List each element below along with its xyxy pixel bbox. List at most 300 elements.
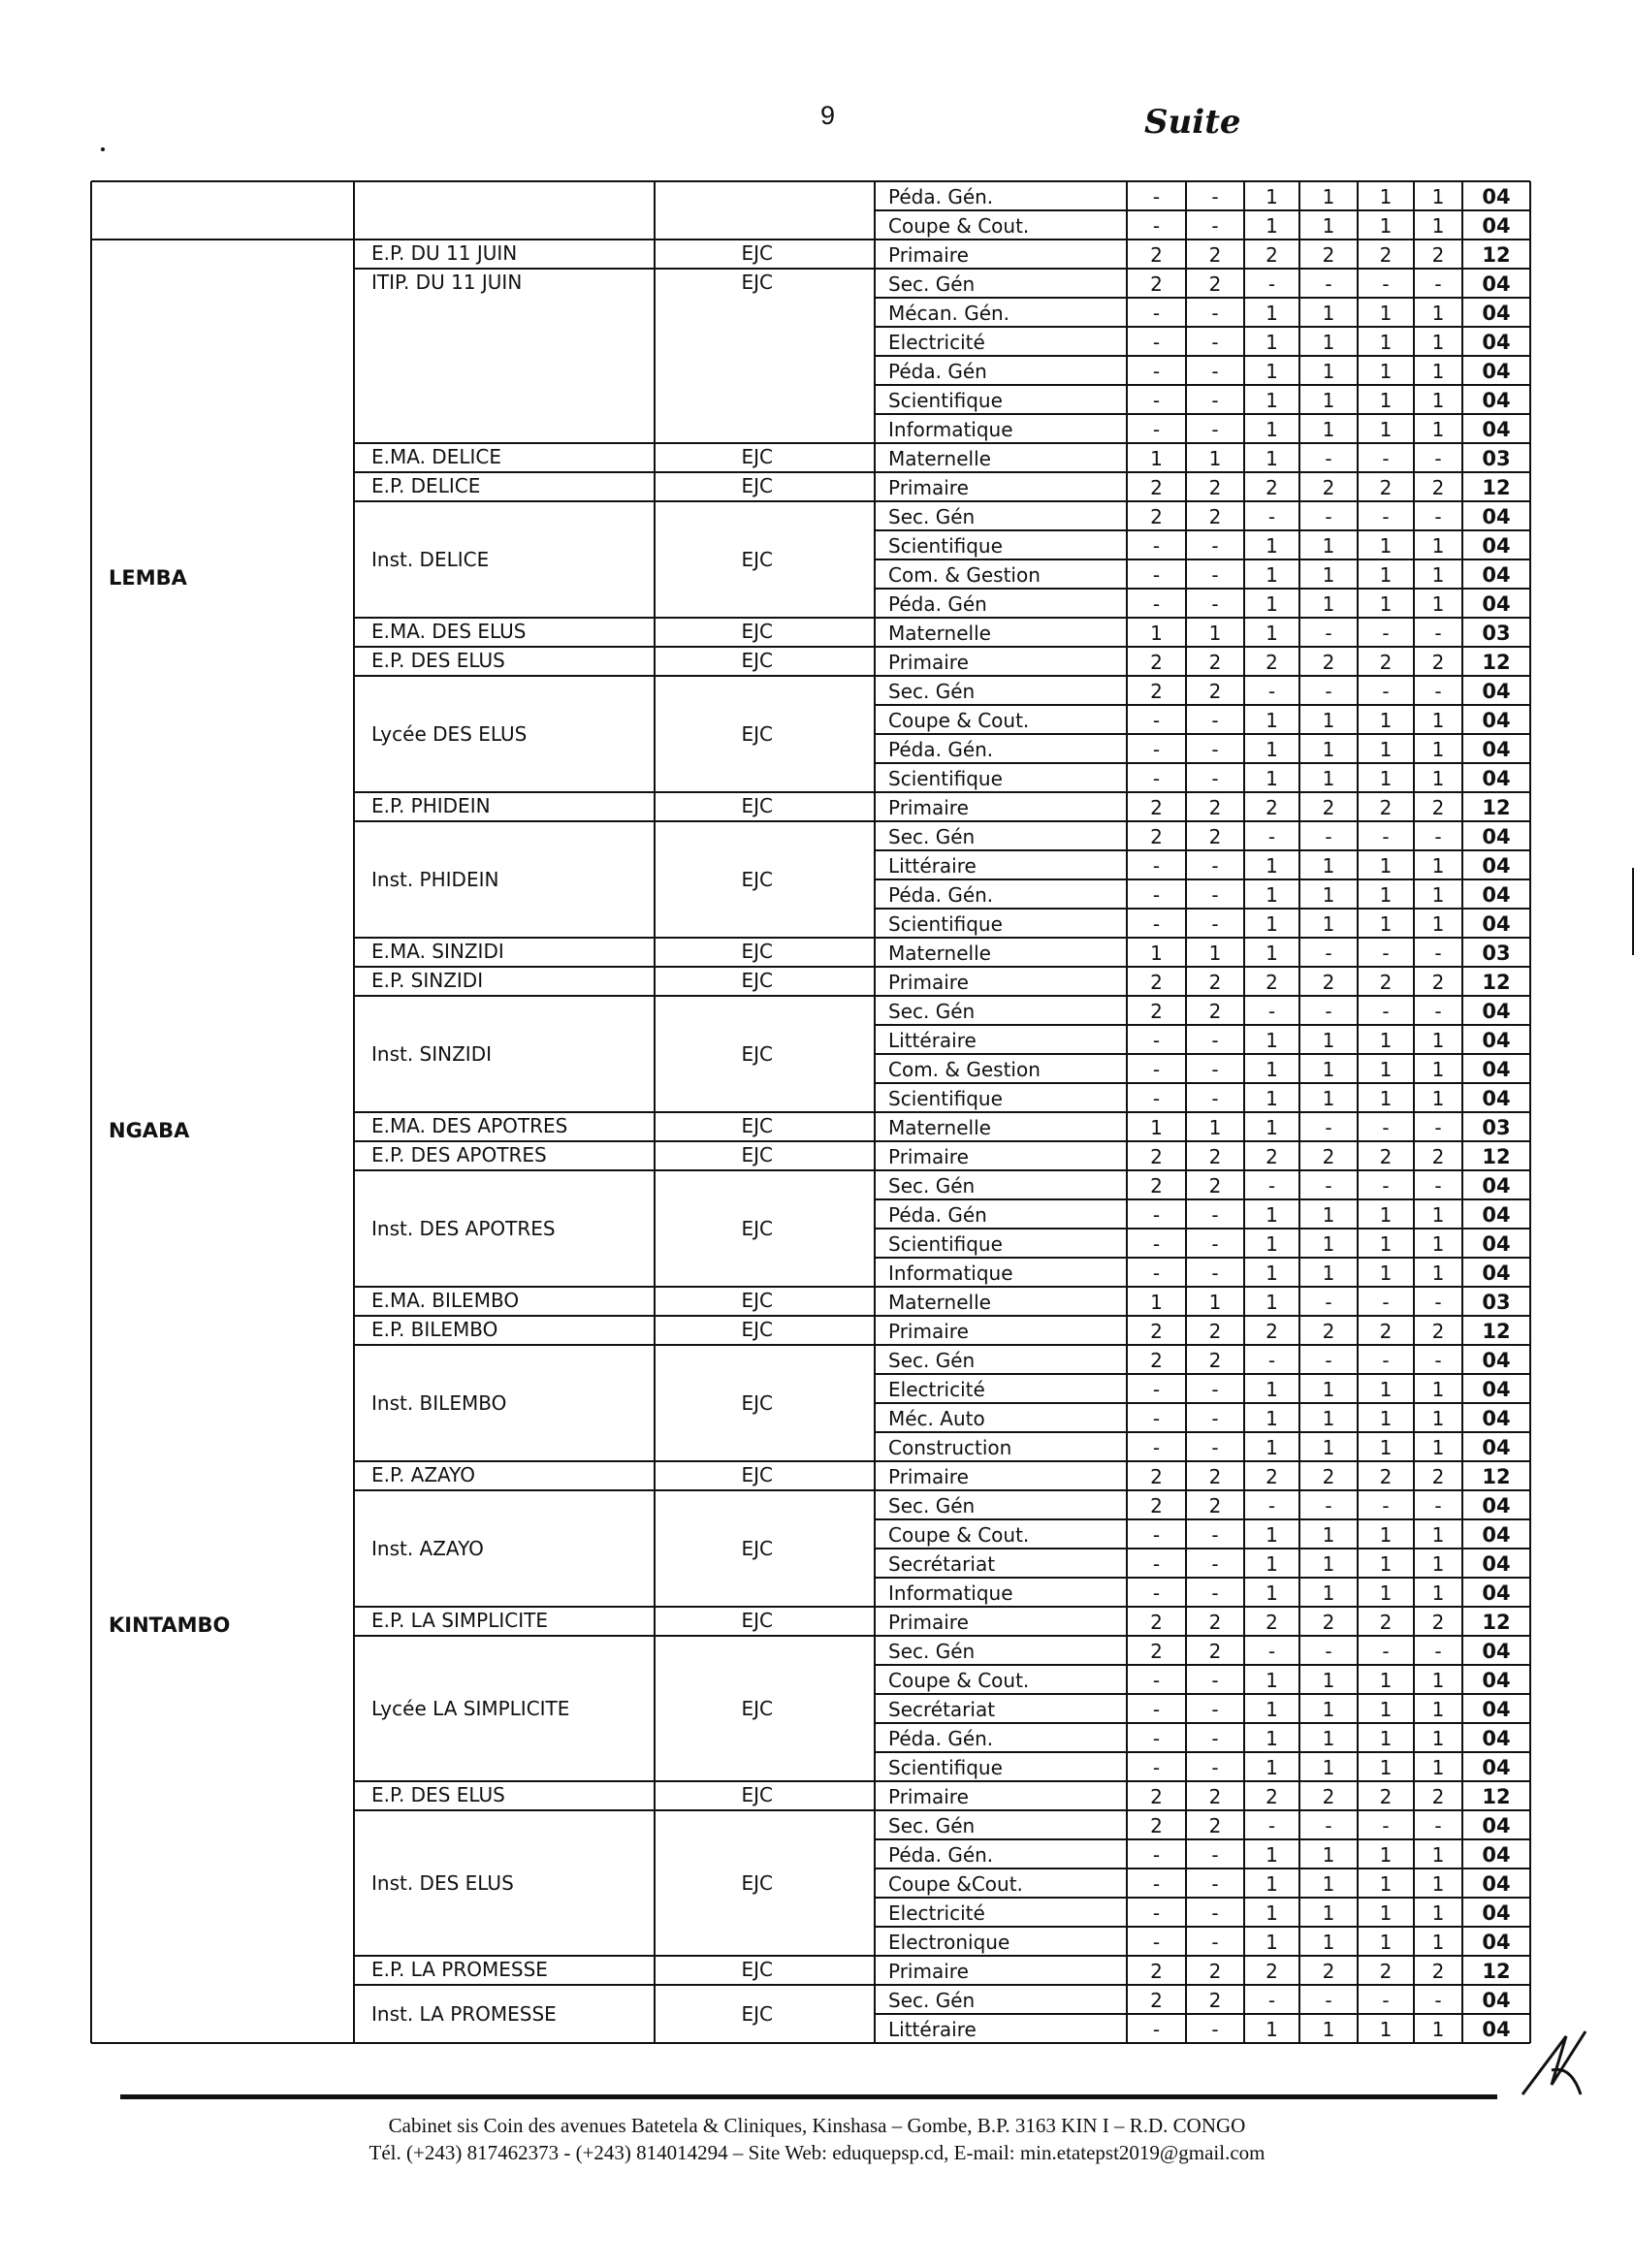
level-cell: 2 (1208, 1611, 1222, 1634)
level-cell: - (1152, 1203, 1161, 1227)
total-cell: 04 (1482, 214, 1511, 238)
level-cell: 1 (1379, 360, 1393, 383)
level-cell: 2 (1208, 505, 1222, 528)
level-cell: 1 (1431, 563, 1445, 587)
level-cell: - (1325, 447, 1332, 470)
level-cell: - (1152, 2018, 1161, 2041)
level-cell: - (1382, 505, 1390, 528)
level-cell: 2 (1150, 1174, 1163, 1198)
level-cell: - (1434, 1116, 1442, 1139)
level-cell: 1 (1379, 883, 1393, 907)
level-cell: - (1267, 825, 1276, 848)
subject-cell: Electricité (888, 1901, 985, 1925)
footer-rule (120, 2094, 1497, 2099)
school-owner: EJC (741, 1042, 773, 1066)
level-cell: 1 (1431, 1523, 1445, 1547)
level-cell: 1 (1322, 185, 1335, 208)
level-cell: 1 (1322, 2018, 1335, 2041)
level-cell: 2 (1208, 1174, 1222, 1198)
level-cell: 2 (1379, 1320, 1393, 1343)
level-cell: 1 (1379, 534, 1393, 558)
level-cell: 1 (1379, 1378, 1393, 1401)
level-cell: 1 (1322, 883, 1335, 907)
total-cell: 12 (1482, 796, 1511, 819)
school-name: E.P. DES ELUS (371, 649, 505, 672)
level-cell: 1 (1266, 1232, 1278, 1256)
level-cell: 2 (1266, 651, 1278, 674)
level-cell: - (1211, 1669, 1219, 1692)
level-cell: - (1211, 1436, 1219, 1459)
level-cell: - (1267, 1000, 1276, 1023)
school-owner: EJC (741, 969, 773, 992)
level-cell: 1 (1379, 418, 1393, 441)
level-cell: 1 (1266, 1407, 1278, 1430)
level-cell: - (1211, 1058, 1219, 1081)
level-cell: 2 (1150, 1785, 1163, 1808)
level-cell: 1 (1208, 942, 1222, 965)
level-cell: 2 (1322, 1145, 1335, 1168)
subject-cell: Sec. Gén (888, 272, 976, 296)
level-cell: - (1211, 302, 1219, 325)
level-cell: - (1382, 1814, 1390, 1837)
subject-cell: Littéraire (888, 2018, 977, 2041)
level-cell: - (1325, 942, 1332, 965)
level-cell: - (1267, 680, 1276, 703)
level-cell: 1 (1431, 302, 1445, 325)
level-cell: 1 (1379, 214, 1393, 238)
level-cell: - (1267, 1989, 1276, 2012)
subject-cell: Construction (888, 1436, 1012, 1459)
subject-cell: Maternelle (888, 622, 991, 645)
level-cell: - (1325, 1494, 1332, 1517)
level-cell: - (1211, 389, 1219, 412)
total-cell: 04 (1482, 1232, 1511, 1256)
level-cell: - (1211, 1378, 1219, 1401)
level-cell: 1 (1322, 1727, 1335, 1750)
total-cell: 04 (1482, 1814, 1511, 1837)
school-owner: EJC (741, 1391, 773, 1415)
level-cell: - (1211, 1232, 1219, 1256)
level-cell: 1 (1379, 912, 1393, 936)
level-cell: 1 (1266, 185, 1278, 208)
level-cell: - (1382, 680, 1390, 703)
subject-cell: Littéraire (888, 1029, 977, 1052)
level-cell: - (1211, 1843, 1219, 1867)
level-cell: 1 (1322, 1087, 1335, 1110)
level-cell: 1 (1379, 1931, 1393, 1954)
school-owner: EJC (741, 2002, 773, 2026)
level-cell: - (1152, 1581, 1161, 1605)
level-cell: 1 (1379, 1087, 1393, 1110)
level-cell: - (1152, 1669, 1161, 1692)
level-cell: 2 (1431, 1960, 1445, 1983)
school-owner: EJC (741, 940, 773, 963)
level-cell: 2 (1379, 971, 1393, 994)
level-cell: - (1211, 1029, 1219, 1052)
level-cell: 1 (1431, 1058, 1445, 1081)
level-cell: 1 (1266, 1872, 1278, 1896)
level-cell: 1 (1431, 360, 1445, 383)
level-cell: - (1325, 1640, 1332, 1663)
school-owner: EJC (741, 794, 773, 817)
level-cell: - (1434, 505, 1442, 528)
level-cell: - (1325, 1989, 1332, 2012)
level-cell: 1 (1266, 534, 1278, 558)
subject-cell: Informatique (888, 1581, 1013, 1605)
school-owner: EJC (741, 548, 773, 571)
level-cell: 2 (1266, 1611, 1278, 1634)
level-cell: 2 (1208, 680, 1222, 703)
total-cell: 04 (1482, 1407, 1511, 1430)
level-cell: 2 (1150, 243, 1163, 267)
level-cell: 2 (1208, 1785, 1222, 1808)
level-cell: 1 (1322, 1232, 1335, 1256)
subject-cell: Primaire (888, 1145, 969, 1168)
level-cell: 1 (1266, 302, 1278, 325)
school-name: E.MA. BILEMBO (371, 1289, 520, 1312)
level-cell: 1 (1208, 622, 1222, 645)
level-cell: - (1325, 1349, 1332, 1372)
school-name: ITIP. DU 11 JUIN (371, 271, 523, 294)
level-cell: 1 (1431, 1378, 1445, 1401)
level-cell: 2 (1150, 1349, 1163, 1372)
level-cell: 1 (1266, 1901, 1278, 1925)
level-cell: 2 (1150, 651, 1163, 674)
level-cell: 2 (1208, 1494, 1222, 1517)
subject-cell: Sec. Gén (888, 1814, 976, 1837)
level-cell: 1 (1208, 1291, 1222, 1314)
level-cell: - (1325, 505, 1332, 528)
level-cell: 2 (1322, 1611, 1335, 1634)
subject-cell: Sec. Gén (888, 1349, 976, 1372)
school-name: E.P. DELICE (371, 474, 481, 497)
level-cell: - (1325, 622, 1332, 645)
school-name: E.P. DU 11 JUIN (371, 241, 518, 265)
level-cell: 2 (1431, 243, 1445, 267)
level-cell: 1 (1431, 1552, 1445, 1576)
level-cell: 1 (1150, 1116, 1163, 1139)
level-cell: 1 (1266, 1291, 1278, 1314)
level-cell: 2 (1322, 1960, 1335, 1983)
school-name: E.P. LA PROMESSE (371, 1958, 548, 1981)
level-cell: 1 (1322, 1523, 1335, 1547)
level-cell: 1 (1379, 592, 1393, 616)
level-cell: 1 (1379, 1872, 1393, 1896)
level-cell: 1 (1322, 1407, 1335, 1430)
total-cell: 04 (1482, 1727, 1511, 1750)
level-cell: - (1211, 2018, 1219, 2041)
level-cell: - (1152, 1698, 1161, 1721)
level-cell: 1 (1379, 709, 1393, 732)
level-cell: 2 (1379, 1785, 1393, 1808)
level-cell: - (1267, 1640, 1276, 1663)
level-cell: - (1211, 1756, 1219, 1779)
level-cell: 2 (1379, 1611, 1393, 1634)
level-cell: 1 (1379, 185, 1393, 208)
total-cell: 12 (1482, 651, 1511, 674)
level-cell: 1 (1266, 1058, 1278, 1081)
level-cell: - (1152, 185, 1161, 208)
level-cell: - (1211, 912, 1219, 936)
footer-contact: Tél. (+243) 817462373 - (+243) 814014294 – Site Web: eduquepsp.cd, E-mail: min.etatepst2019@gmail.com (368, 2141, 1266, 2164)
level-cell: 2 (1431, 651, 1445, 674)
school-owner: EJC (741, 271, 773, 294)
level-cell: - (1211, 1698, 1219, 1721)
subject-cell: Primaire (888, 1611, 969, 1634)
subject-cell: Electricité (888, 1378, 985, 1401)
level-cell: 2 (1208, 971, 1222, 994)
school-owner: EJC (741, 620, 773, 643)
total-cell: 04 (1482, 912, 1511, 936)
subject-cell: Com. & Gestion (888, 1058, 1041, 1081)
level-cell: 1 (1322, 1581, 1335, 1605)
level-cell: 1 (1379, 1203, 1393, 1227)
level-cell: - (1434, 1349, 1442, 1372)
level-cell: - (1434, 1989, 1442, 2012)
level-cell: 2 (1322, 971, 1335, 994)
level-cell: 2 (1208, 1145, 1222, 1168)
level-cell: 1 (1266, 563, 1278, 587)
level-cell: - (1152, 592, 1161, 616)
subject-cell: Mécan. Gén. (888, 302, 1010, 325)
level-cell: - (1382, 1000, 1390, 1023)
level-cell: 1 (1379, 331, 1393, 354)
school-owner: EJC (741, 1463, 773, 1486)
level-cell: 1 (1266, 622, 1278, 645)
subject-cell: Secrétariat (888, 1552, 996, 1576)
level-cell: 1 (1266, 912, 1278, 936)
level-cell: 1 (1379, 1843, 1393, 1867)
level-cell: 2 (1208, 1349, 1222, 1372)
signature-mark (1513, 2027, 1600, 2104)
level-cell: 1 (1379, 1698, 1393, 1721)
level-cell: 2 (1266, 1960, 1278, 1983)
level-cell: - (1325, 1291, 1332, 1314)
school-owner: EJC (741, 1143, 773, 1166)
level-cell: 1 (1431, 1901, 1445, 1925)
level-cell: 1 (1266, 1931, 1278, 1954)
level-cell: - (1211, 1262, 1219, 1285)
total-cell: 04 (1482, 1378, 1511, 1401)
level-cell: 1 (1379, 854, 1393, 878)
level-cell: 2 (1431, 1320, 1445, 1343)
level-cell: 1 (1431, 418, 1445, 441)
level-cell: - (1434, 825, 1442, 848)
school-name: E.MA. DES APOTRES (371, 1114, 568, 1137)
level-cell: 2 (1266, 243, 1278, 267)
school-owner: EJC (741, 241, 773, 265)
level-cell: 2 (1150, 476, 1163, 499)
level-cell: - (1211, 1727, 1219, 1750)
level-cell: 2 (1150, 1320, 1163, 1343)
level-cell: 1 (1266, 1698, 1278, 1721)
school-owner: EJC (741, 1217, 773, 1240)
subject-cell: Péda. Gén. (888, 738, 994, 761)
level-cell: - (1382, 1116, 1390, 1139)
school-name: Inst. SINZIDI (371, 1042, 493, 1066)
level-cell: 1 (1266, 942, 1278, 965)
level-cell: - (1211, 1203, 1219, 1227)
school-owner: EJC (741, 1318, 773, 1341)
total-cell: 12 (1482, 1785, 1511, 1808)
total-cell: 03 (1482, 942, 1511, 965)
level-cell: 2 (1208, 1814, 1222, 1837)
total-cell: 04 (1482, 534, 1511, 558)
level-cell: - (1211, 418, 1219, 441)
level-cell: - (1434, 1814, 1442, 1837)
level-cell: - (1211, 1523, 1219, 1547)
school-name: E.P. DES ELUS (371, 1783, 505, 1806)
level-cell: 1 (1266, 1727, 1278, 1750)
school-name: Lycée DES ELUS (371, 722, 528, 746)
level-cell: 2 (1150, 1989, 1163, 2012)
level-cell: 1 (1431, 1436, 1445, 1459)
level-cell: - (1211, 214, 1219, 238)
level-cell: - (1267, 272, 1276, 296)
total-cell: 12 (1482, 971, 1511, 994)
level-cell: 1 (1266, 1436, 1278, 1459)
total-cell: 03 (1482, 447, 1511, 470)
total-cell: 04 (1482, 1989, 1511, 2012)
level-cell: 1 (1322, 1058, 1335, 1081)
level-cell: 1 (1322, 854, 1335, 878)
level-cell: 1 (1208, 447, 1222, 470)
level-cell: - (1152, 389, 1161, 412)
level-cell: 1 (1379, 1029, 1393, 1052)
total-cell: 12 (1482, 1960, 1511, 1983)
level-cell: 1 (1431, 1029, 1445, 1052)
total-cell: 04 (1482, 1000, 1511, 1023)
total-cell: 04 (1482, 1581, 1511, 1605)
level-cell: - (1434, 1174, 1442, 1198)
level-cell: - (1152, 709, 1161, 732)
level-cell: - (1152, 1087, 1161, 1110)
level-cell: 1 (1431, 1843, 1445, 1867)
level-cell: - (1211, 767, 1219, 790)
level-cell: 1 (1266, 1378, 1278, 1401)
school-owner: EJC (741, 1697, 773, 1720)
level-cell: - (1211, 1872, 1219, 1896)
level-cell: 1 (1379, 1232, 1393, 1256)
subject-cell: Scientifique (888, 912, 1003, 936)
subject-cell: Primaire (888, 651, 969, 674)
level-cell: - (1152, 1872, 1161, 1896)
level-cell: 1 (1431, 1407, 1445, 1430)
level-cell: 1 (1379, 1756, 1393, 1779)
level-cell: - (1152, 418, 1161, 441)
school-owner: EJC (741, 1609, 773, 1632)
total-cell: 03 (1482, 1116, 1511, 1139)
level-cell: - (1382, 1494, 1390, 1517)
level-cell: - (1267, 1174, 1276, 1198)
level-cell: 2 (1208, 1640, 1222, 1663)
level-cell: - (1325, 1174, 1332, 1198)
level-cell: 1 (1266, 360, 1278, 383)
school-name: Inst. PHIDEIN (371, 868, 499, 891)
subject-cell: Péda. Gén. (888, 185, 994, 208)
school-name: E.P. AZAYO (371, 1463, 476, 1486)
total-cell: 04 (1482, 360, 1511, 383)
total-cell: 04 (1482, 1058, 1511, 1081)
level-cell: - (1434, 1494, 1442, 1517)
level-cell: 2 (1322, 1785, 1335, 1808)
level-cell: 1 (1431, 389, 1445, 412)
level-cell: - (1152, 912, 1161, 936)
level-cell: 1 (1266, 1756, 1278, 1779)
level-cell: 1 (1322, 534, 1335, 558)
school-owner: EJC (741, 649, 773, 672)
total-cell: 03 (1482, 1291, 1511, 1314)
level-cell: 1 (1431, 738, 1445, 761)
total-cell: 04 (1482, 1494, 1511, 1517)
total-cell: 04 (1482, 592, 1511, 616)
subject-cell: Maternelle (888, 447, 991, 470)
total-cell: 04 (1482, 1087, 1511, 1110)
level-cell: - (1434, 272, 1442, 296)
total-cell: 12 (1482, 1145, 1511, 1168)
level-cell: 2 (1208, 1000, 1222, 1023)
total-cell: 12 (1482, 243, 1511, 267)
level-cell: 2 (1379, 1465, 1393, 1488)
level-cell: 1 (1431, 1232, 1445, 1256)
subject-cell: Sec. Gén (888, 1174, 976, 1198)
level-cell: - (1152, 563, 1161, 587)
level-cell: 2 (1266, 1785, 1278, 1808)
level-cell: - (1211, 1087, 1219, 1110)
level-cell: 1 (1322, 1552, 1335, 1576)
total-cell: 04 (1482, 680, 1511, 703)
total-cell: 04 (1482, 1872, 1511, 1896)
level-cell: 1 (1322, 1029, 1335, 1052)
level-cell: - (1382, 272, 1390, 296)
level-cell: - (1152, 1843, 1161, 1867)
level-cell: 2 (1150, 1814, 1163, 1837)
level-cell: 1 (1322, 592, 1335, 616)
subject-cell: Coupe & Cout. (888, 1523, 1030, 1547)
level-cell: 1 (1322, 1901, 1335, 1925)
level-cell: 1 (1150, 942, 1163, 965)
level-cell: 1 (1431, 185, 1445, 208)
level-cell: - (1382, 942, 1390, 965)
subject-cell: Informatique (888, 1262, 1013, 1285)
level-cell: 1 (1266, 1116, 1278, 1139)
total-cell: 04 (1482, 1552, 1511, 1576)
school-name: E.MA. DES ELUS (371, 620, 527, 643)
subject-cell: Scientifique (888, 767, 1003, 790)
level-cell: - (1152, 1436, 1161, 1459)
page-number: 9 (820, 101, 836, 130)
level-cell: - (1211, 883, 1219, 907)
level-cell: 1 (1266, 709, 1278, 732)
subject-cell: Secrétariat (888, 1698, 996, 1721)
level-cell: 1 (1266, 418, 1278, 441)
level-cell: - (1382, 1640, 1390, 1663)
school-name: E.P. SINZIDI (371, 969, 484, 992)
level-cell: 1 (1150, 622, 1163, 645)
level-cell: 2 (1431, 971, 1445, 994)
school-name: Inst. LA PROMESSE (371, 2002, 557, 2026)
level-cell: 2 (1266, 476, 1278, 499)
level-cell: 2 (1322, 1465, 1335, 1488)
level-cell: 1 (1379, 1552, 1393, 1576)
level-cell: - (1325, 272, 1332, 296)
level-cell: 1 (1266, 1523, 1278, 1547)
level-cell: 2 (1150, 505, 1163, 528)
total-cell: 04 (1482, 1901, 1511, 1925)
level-cell: - (1211, 1581, 1219, 1605)
level-cell: 1 (1431, 883, 1445, 907)
level-cell: - (1325, 1000, 1332, 1023)
